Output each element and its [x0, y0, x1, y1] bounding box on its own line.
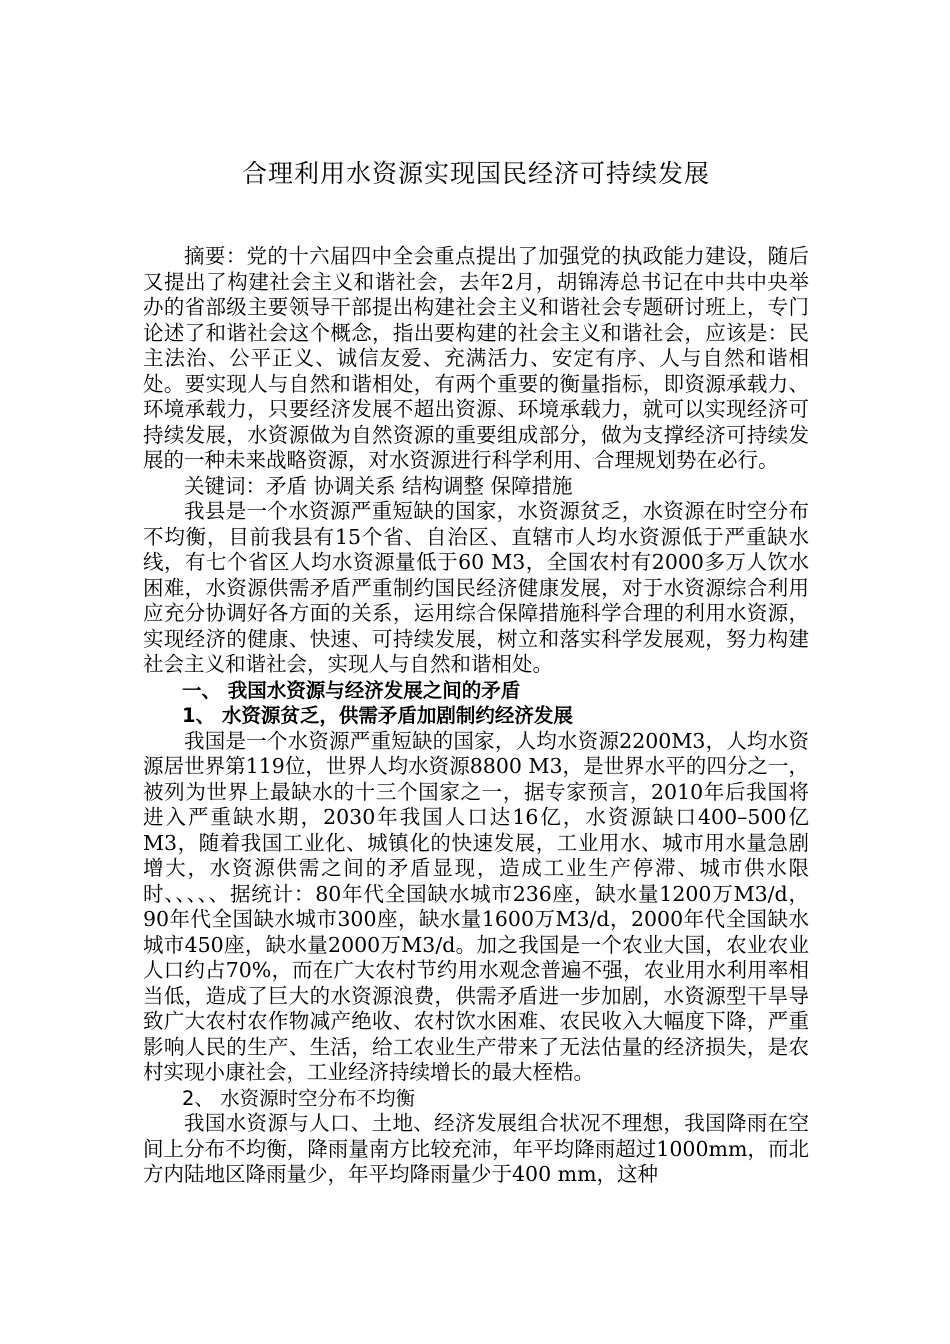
- subsection-heading-1: 1、 水资源贫乏，供需矛盾加剧制约经济发展: [182, 704, 573, 727]
- document-page: [143, 0, 809, 1188]
- subsection-1-paragraph: 我国是一个水资源严重短缺的国家，人均水资源2200M3，人均水资源居世界第119位，世界人均水资源8800 M3，是世界水平的四分之一，被列为世界上最缺水的十三个国家之一，据专家预言，2010年后我国将进入严重缺水期，2030年我国人口达16亿，水资源缺口400–500亿M3，随着我国工业化、城镇化的快速发展，工业用水、城市用水量急剧增大，水资源供需之间的矛盾显现，造成工业生产停滞、城市供水限时、、、、、据统计：80年代全国缺水城市236座，缺水量1200万M3/d，90年代全国缺水城市300座，缺水量1600万M3/d，2000年代全国缺水城市450座，缺水量2000万M3/d。加之我国是一个农业大国，农业农业人口约占70%，而在广大农村节约用水观念普遍不强，农业用水利用率相当低，造成了巨大的水资源浪费，供需矛盾进一步加剧，水资源型干旱导致广大农村农作物减产绝收、农村饮水困难、农民收入大幅度下降，严重影响人民的生产、生活，给工农业生产带来了无法估量的经济损失，是农村实现小康社会，工业经济持续增长的最大桎梏。: [143, 728, 809, 1084]
- document-title: 合理利用水资源实现国民经济可持续发展: [241, 159, 710, 188]
- subsection-heading-2: 2、 水资源时空分布不均衡: [182, 1086, 416, 1110]
- subsection-2-paragraph: 我国水资源与人口、土地、经济发展组合状况不理想，我国降雨在空间上分布不均衡，降雨量南方比较充沛，年平均降雨超过1000mm，而北方内陆地区降雨量少，年平均降雨量少于400 mm，这种: [143, 1111, 809, 1186]
- section-heading-1: 一、 我国水资源与经济发展之间的矛盾: [182, 678, 521, 702]
- document-body: [143, 244, 809, 1188]
- abstract-paragraph: 摘要：党的十六届四中全会重点提出了加强党的执政能力建设，随后又提出了构建社会主义和谐社会，去年2月，胡锦涛总书记在中共中央举办的省部级主要领导干部提出构建社会主义和谐社会专题研讨班上，专门论述了和谐社会这个概念，指出要构建的社会主义和谐社会，应该是：民主法治、公平正义、诚信友爱、充满活力、安定有序、人与自然和谐相处。要实现人与自然和谐相处，有两个重要的衡量指标，即资源承载力、环境承载力，只要经济发展不超出资源、环境承载力，就可以实现经济可持续发展，水资源做为自然资源的重要组成部分，做为支撑经济可持续发展的一种未来战略资源，对水资源进行科学利用、合理规划势在必行。: [143, 244, 809, 472]
- intro-paragraph: 我县是一个水资源严重短缺的国家，水资源贫乏，水资源在时空分布不均衡，目前我县有15个省、自治区、直辖市人均水资源低于严重缺水线，有七个省区人均水资源量低于60 M3，全国农村有2000多万人饮水困难，水资源供需矛盾严重制约国民经济健康发展，对于水资源综合利用应充分协调好各方面的关系，运用综合保障措施科学合理的利用水资源，实现经济的健康、快速、可持续发展，树立和落实科学发展观，努力构建社会主义和谐社会，实现人与自然和谐相处。: [143, 499, 809, 676]
- keywords-line: 关键词：矛盾 协调关系 结构调整 保障措施: [184, 473, 573, 498]
